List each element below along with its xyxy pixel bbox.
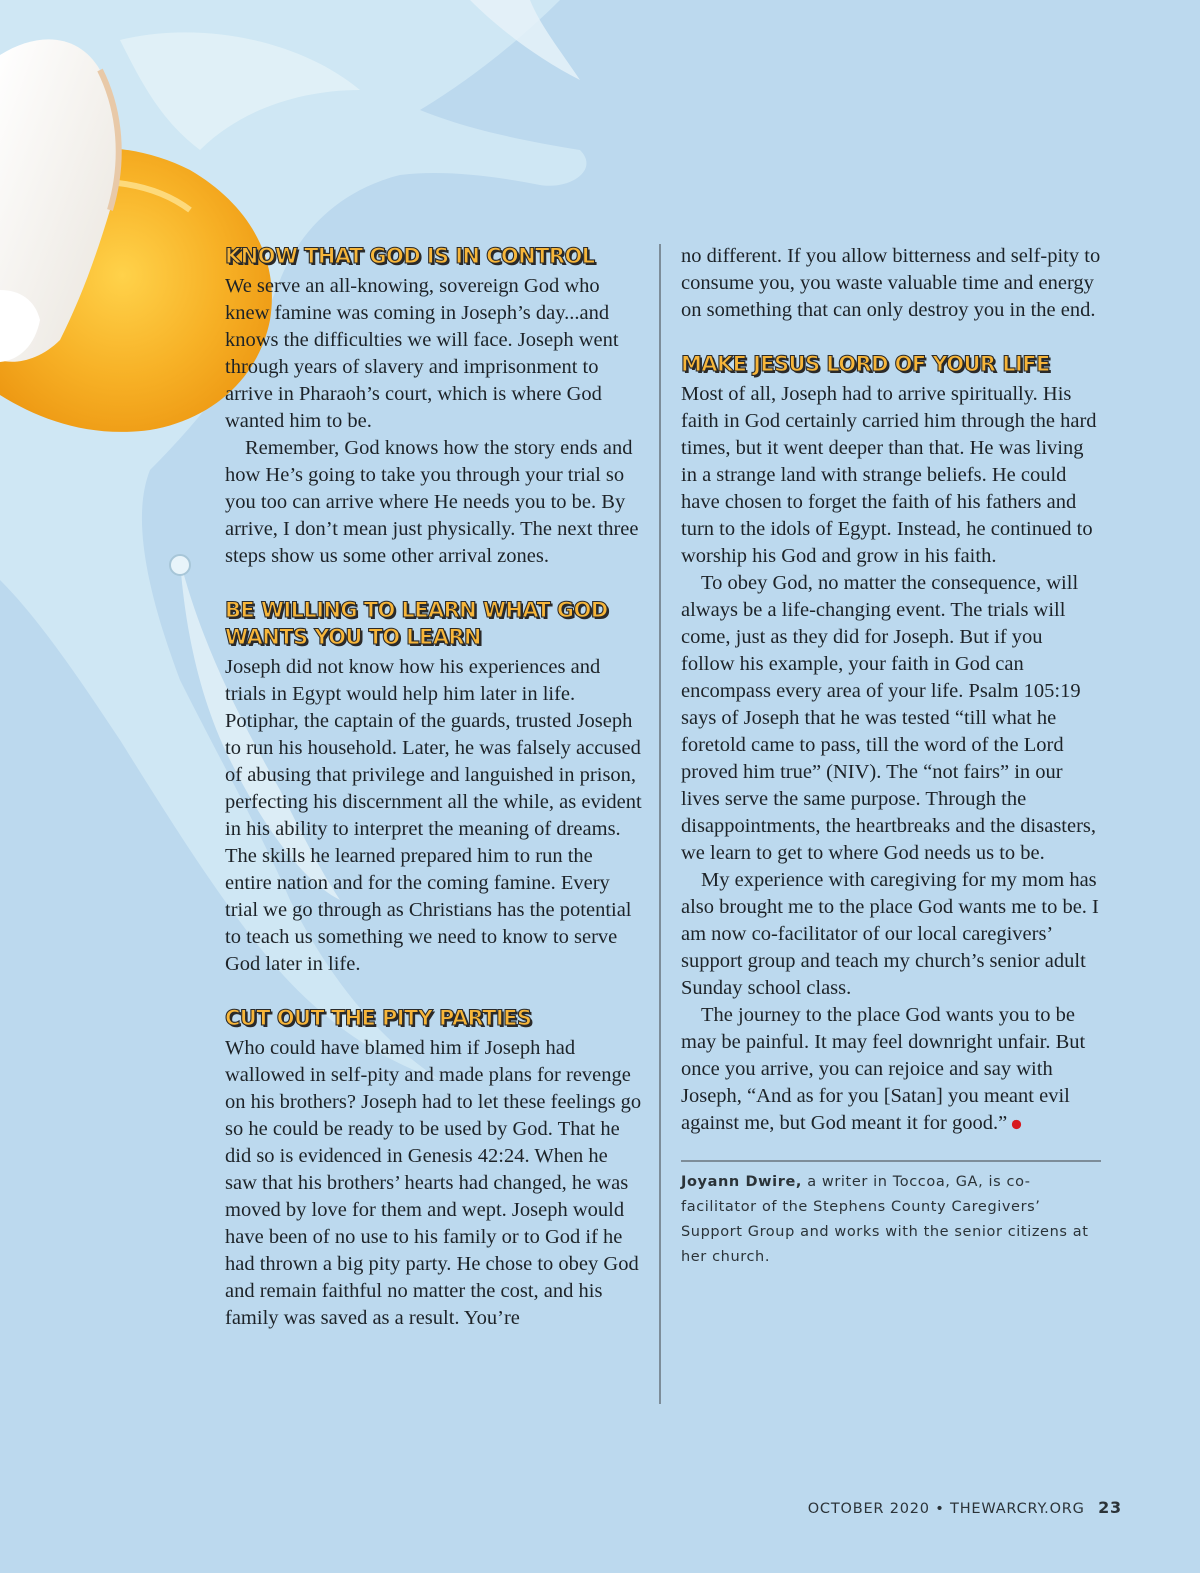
- issue-date: OCTOBER 2020: [807, 1501, 930, 1517]
- closing-paragraph-text: The journey to the place God wants you to be may be painful. It may feel downright unfair. But once you arrive, you can rejoice and say with Joseph, “And as for you [Satan] you meant evil against me, but God meant it for good.”: [681, 1004, 1086, 1134]
- section-heading: KNOW THAT GOD IS IN CONTROL: [225, 244, 595, 268]
- website-url[interactable]: THEWARCRY.ORG: [950, 1501, 1085, 1517]
- body-paragraph: Remember, God knows how the story ends and how He’s going to take you through your trial so you too can arrive where He needs you to be. By arrive, I don’t mean just physically. The next three steps show us some other arrival zones.: [225, 437, 639, 567]
- author-bio-text: a writer in Toccoa, GA, is co-facilitator of the Stephens County Caregivers’ Support Group and works with the senior citizens at her church.: [681, 1174, 1089, 1265]
- article-section: [225, 243, 643, 570]
- author-name: Joyann Dwire,: [681, 1174, 802, 1190]
- page-number: 23: [1098, 1498, 1122, 1517]
- author-bio: [681, 1160, 1101, 1270]
- left-column: [225, 243, 643, 1359]
- article-section: [225, 1005, 643, 1332]
- body-paragraph: Joseph did not know how his experiences and trials in Egypt would help him later in life. Potiphar, the captain of the guards, trusted Joseph to run his household. Later, he was falsely accused of abusing that privilege and languished in prison, perfecting his discernment all the while, as evident in his ability to interpret the meaning of dreams. The skills he learned prepared him to run the entire nation and for the coming famine. Every trial we go through as Christians has the potential to teach us something we need to know to serve God later in life.: [225, 656, 642, 975]
- body-paragraph: Most of all, Joseph had to arrive spiritually. His faith in God certainly carried him through the hard times, but it went deeper than that. He was living in a strange land with strange beliefs. He could have chosen to forget the faith of his fathers and turn to the idols of Egypt. Instead, he continued to worship his God and grow in his faith.: [681, 383, 1097, 567]
- page-footer: [808, 1498, 1122, 1517]
- end-of-article-icon: [1011, 1119, 1022, 1130]
- article-section: [225, 597, 643, 978]
- footer-separator: •: [935, 1501, 945, 1517]
- body-paragraph: We serve an all-knowing, sovereign God who knew famine was coming in Joseph’s day...and knows the difficulties we will face. Joseph went through years of slavery and imprisonment to arrive in Pharaoh’s court, which is where God wanted him to be.: [225, 275, 619, 432]
- article-section: [681, 243, 1101, 324]
- column-divider: [659, 244, 661, 1404]
- body-paragraph: no different. If you allow bitterness and self-pity to consume you, you waste valuable time and energy on something that can only destroy you in the end.: [681, 245, 1101, 321]
- body-paragraph: Who could have blamed him if Joseph had wallowed in self-pity and made plans for revenge on his brothers? Joseph had to let these feelings go so he could be ready to be used by God. That he did so is evidenced in Genesis 42:24. When he saw that his brothers’ hearts had changed, he was moved by love for them and wept. Joseph would have been of no use to his family or to God if he had thrown a big pity party. He chose to obey God and remain faithful no matter the cost, and his family was saved as a result. You’re: [225, 1037, 642, 1329]
- section-heading: MAKE JESUS LORD OF YOUR LIFE: [681, 352, 1050, 376]
- body-paragraph: To obey God, no matter the consequence, will always be a life-changing event. The trials will come, just as they did for Joseph. But if you follow his example, your faith in God can encompass every area of your life. Psalm 105:19 says of Joseph that he was tested “till what he foretold came to pass, till the word of the Lord proved him true” (NIV). The “not fairs” in our lives serve the same purpose. Through the disappointments, the heartbreaks and the disasters, we learn to get to where God needs us to be.: [681, 572, 1097, 864]
- article-section: [681, 351, 1101, 1137]
- right-column: [681, 243, 1101, 1270]
- section-heading: BE WILLING TO LEARN WHAT GOD WANTS YOU TO LEARN: [225, 598, 608, 649]
- section-heading: CUT OUT THE PITY PARTIES: [225, 1006, 532, 1030]
- body-paragraph: My experience with caregiving for my mom has also brought me to the place God wants me to be. I am now co-facilitator of our local caregivers’ support group and teach my church’s senior adult Sunday school class.: [681, 869, 1099, 999]
- body-paragraph: [681, 1002, 1101, 1137]
